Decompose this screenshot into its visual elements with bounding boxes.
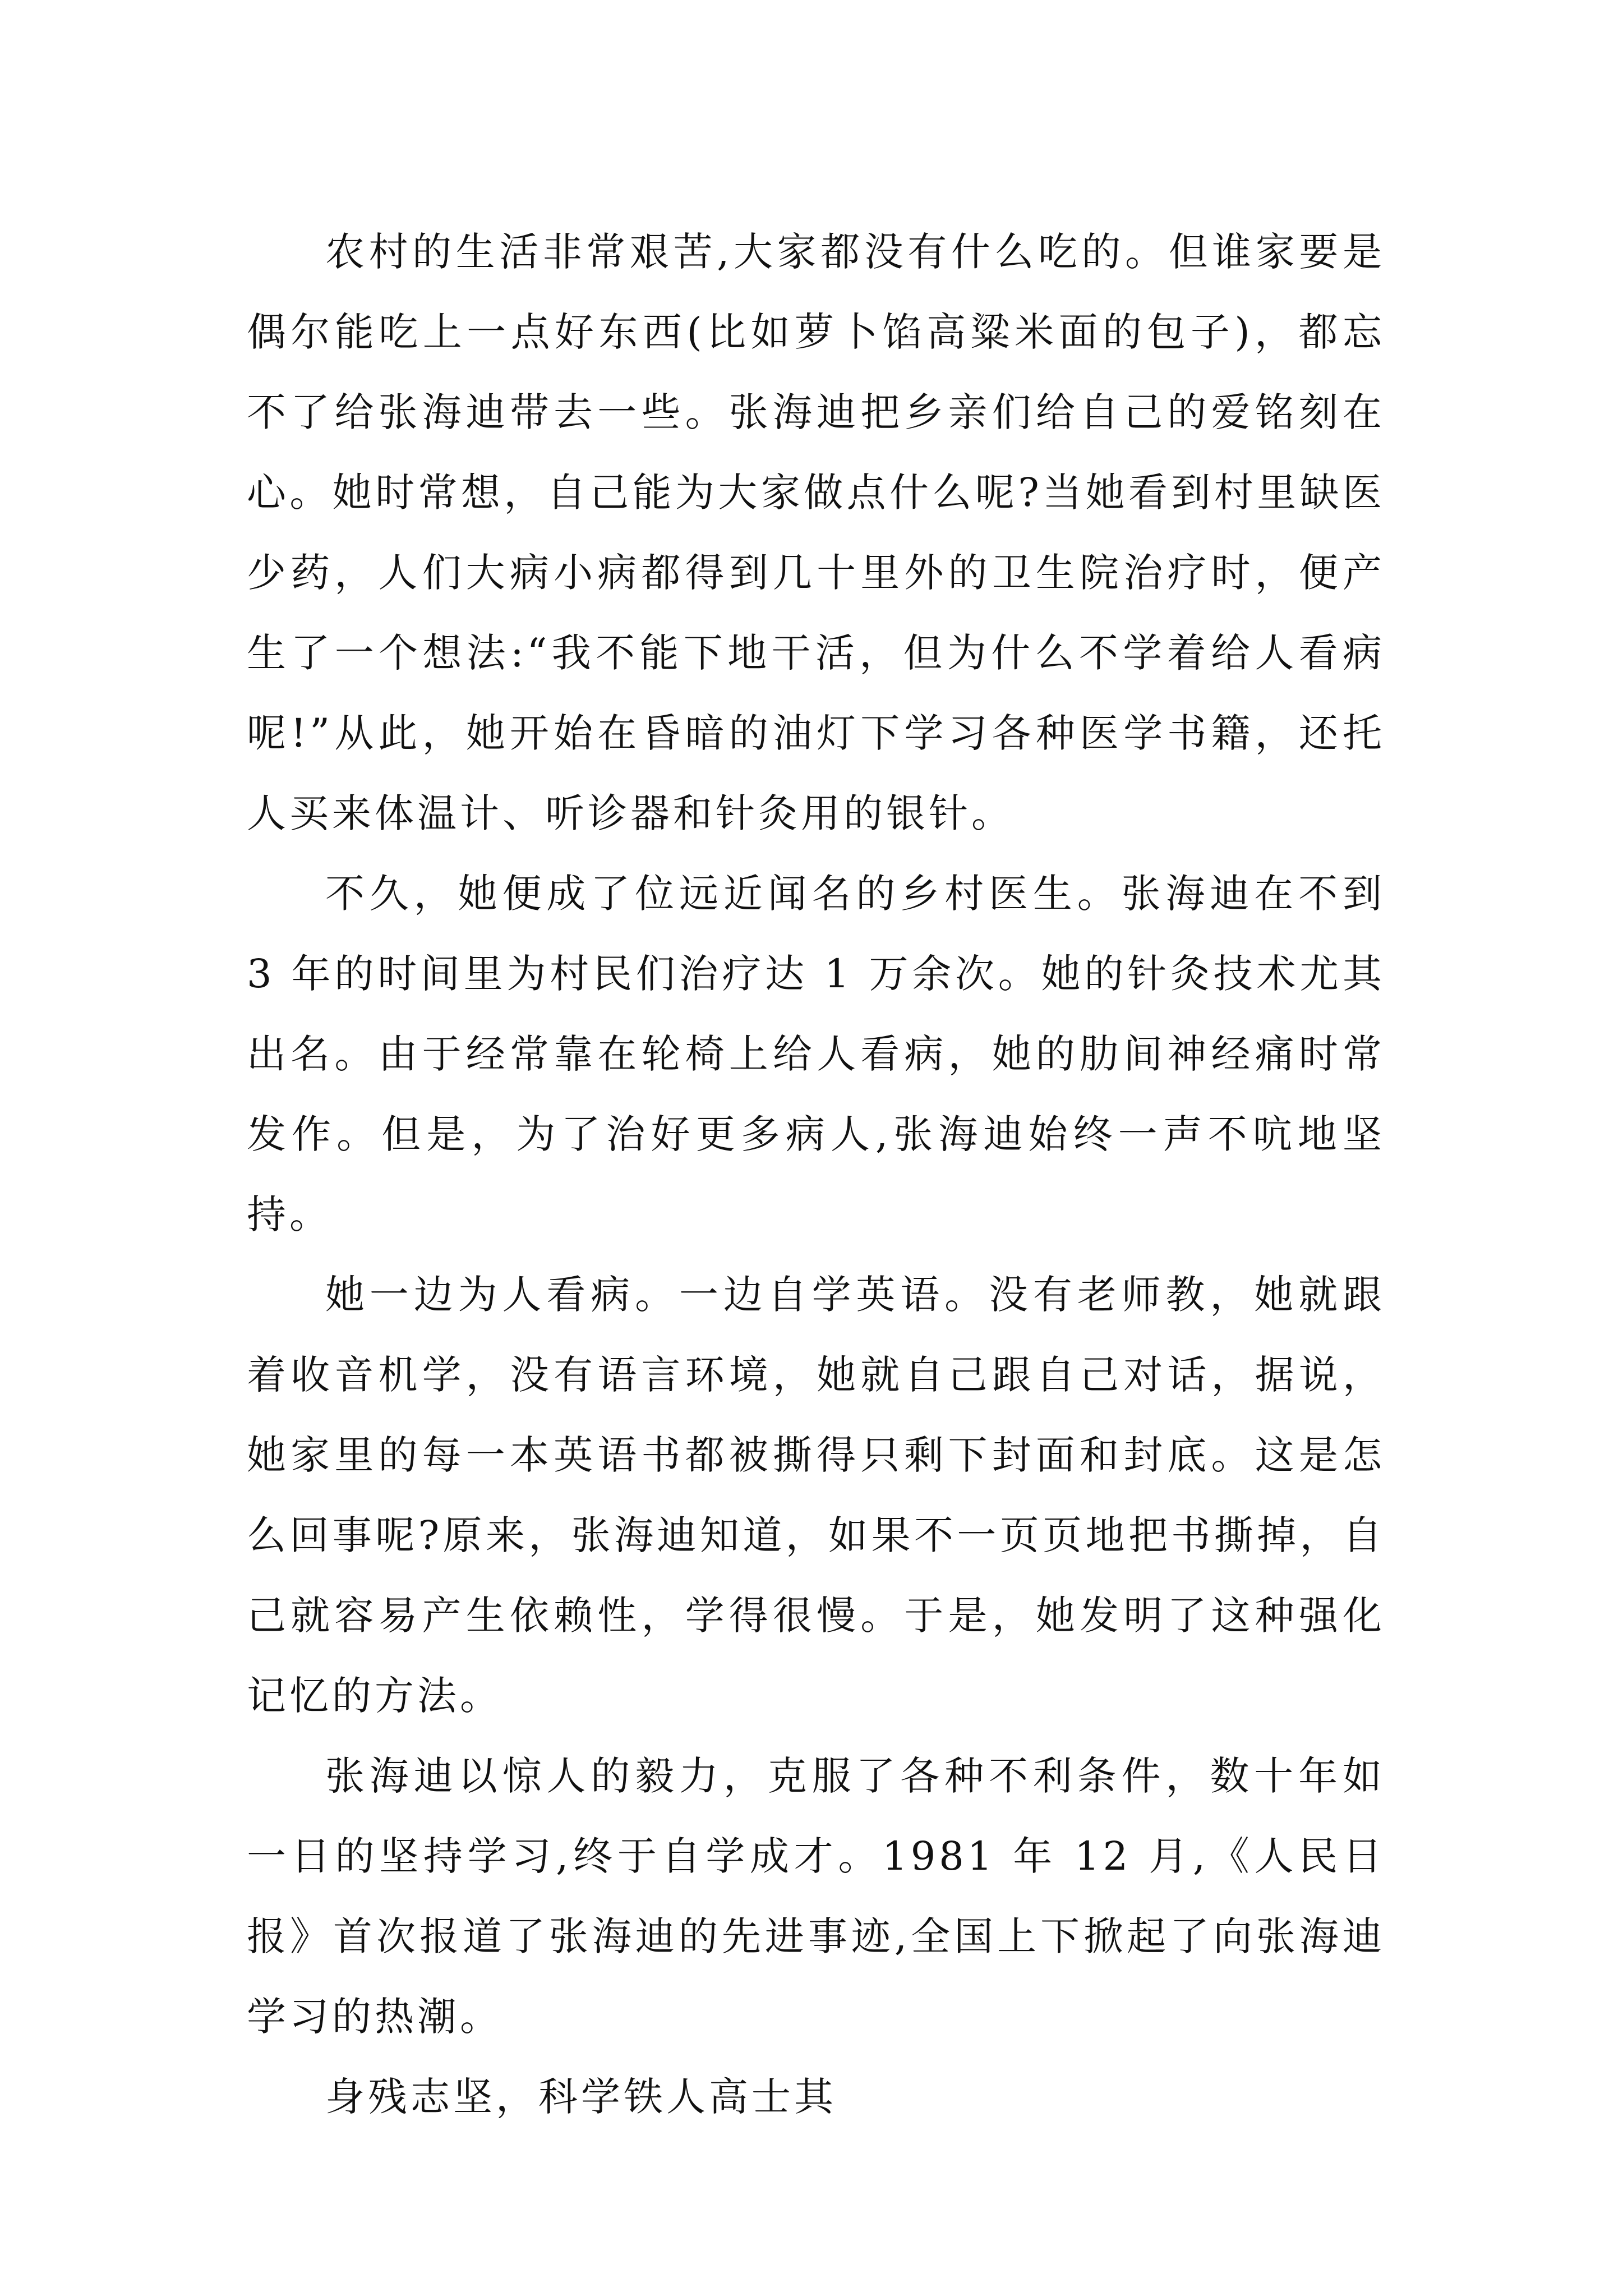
section-heading: 身残志坚，科学铁人高士其 [325, 2074, 837, 2120]
paragraph-2: 不久，她便成了位远近闻名的乡村医生。张海迪在不到 3 年的时间里为村民们治疗达 1 万余次。她的针灸技术尤其出名。由于经常靠在轮椅上给人看病，她的肋间神经痛时常发作。但是，为了治好更多病人,张海迪始终一声不吭地坚持。 [247, 871, 1385, 1237]
paragraph-1: 农村的生活非常艰苦,大家都没有什么吃的。但谁家要是偶尔能吃上一点好东西(比如萝卜馅高粱米面的包子)，都忘不了给张海迪带去一些。张海迪把乡亲们给自己的爱铭刻在心。她时常想，自己能为大家做点什么呢?当她看到村里缺医少药，人们大病小病都得到几十里外的卫生院治疗时，便产生了一个想法:“我不能下地干活，但为什么不学着给人看病呢!”从此，她开始在昏暗的油灯下学习各种医学书籍，还托人买来体温计、听诊器和针灸用的银针。 [247, 229, 1385, 836]
document-body [247, 212, 1385, 2137]
paragraph-4: 张海迪以惊人的毅力，克服了各种不利条件，数十年如一日的坚持学习,终于自学成才。1981 年 12 月,《人民日报》首次报道了张海迪的先进事迹,全国上下掀起了向张海迪学习的热潮。 [247, 1753, 1385, 2040]
paragraph-3: 她一边为人看病。一边自学英语。没有老师教，她就跟着收音机学，没有语言环境，她就自己跟自己对话，据说，她家里的每一本英语书都被撕得只剩下封面和封底。这是怎么回事呢?原来，张海迪知道，如果不一页页地把书撕掉，自己就容易产生依赖性，学得很慢。于是，她发明了这种强化记忆的方法。 [247, 1272, 1385, 1719]
